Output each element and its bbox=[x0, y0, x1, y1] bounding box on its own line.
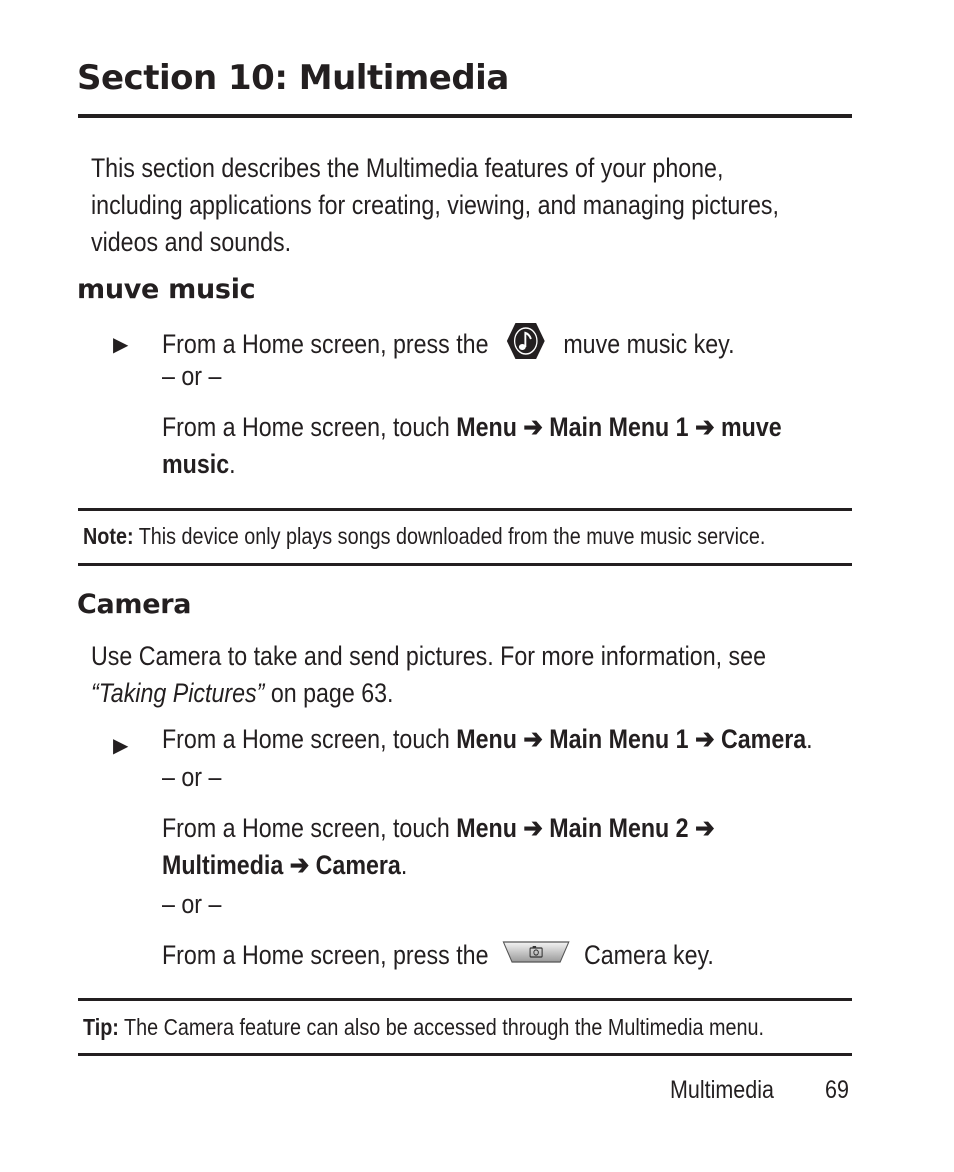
camera-heading: Camera bbox=[77, 589, 192, 620]
note-rule-top bbox=[78, 508, 852, 511]
menu-term: Menu bbox=[456, 813, 517, 843]
arrow-icon: ➔ bbox=[523, 724, 543, 754]
camera-term: Camera bbox=[315, 850, 401, 880]
muve-step-1 bbox=[162, 320, 735, 372]
muve-or: – or – bbox=[162, 361, 222, 391]
muve-step-1-after: muve music key. bbox=[563, 329, 735, 360]
period: . bbox=[229, 449, 236, 479]
arrow-icon: ➔ bbox=[695, 412, 715, 442]
camera-key-icon bbox=[502, 938, 571, 975]
main-menu-2-term: Main Menu 2 bbox=[549, 813, 689, 843]
footer-section: Multimedia bbox=[670, 1076, 774, 1104]
tip-rule-bottom bbox=[78, 1053, 852, 1056]
page-title: Section 10: Multimedia bbox=[77, 58, 509, 98]
tip-text: The Camera feature can also be accessed through the Multimedia menu. bbox=[124, 1014, 764, 1040]
intro-paragraph bbox=[91, 150, 779, 261]
menu-term: Menu bbox=[456, 724, 517, 754]
camera-or-1: – or – bbox=[162, 762, 222, 792]
menu-term: Menu bbox=[456, 412, 517, 442]
note-label: Note: bbox=[83, 523, 134, 549]
tip-rule-top bbox=[78, 998, 852, 1001]
muve-music-heading: muve music bbox=[77, 274, 256, 305]
intro-line-3: videos and sounds. bbox=[91, 227, 292, 257]
arrow-icon: ➔ bbox=[523, 412, 543, 442]
camera-desc-line-1: Use Camera to take and send pictures. For more information, see bbox=[91, 641, 766, 671]
arrow-icon: ➔ bbox=[289, 850, 310, 880]
muve-step-1-text: From a Home screen, press the bbox=[162, 329, 489, 360]
camera-step-3 bbox=[162, 937, 714, 975]
note bbox=[83, 523, 765, 550]
tip bbox=[83, 1014, 764, 1041]
music-note-icon bbox=[500, 320, 552, 372]
camera-step-1-prefix: From a Home screen, touch bbox=[162, 724, 450, 754]
camera-description bbox=[91, 638, 766, 712]
multimedia-term: Multimedia bbox=[162, 850, 284, 880]
period: . bbox=[400, 850, 408, 880]
muve-step-2 bbox=[162, 409, 782, 483]
muve-term: muve bbox=[720, 412, 782, 442]
muve-step-2-prefix: From a Home screen, touch bbox=[162, 412, 450, 442]
title-rule bbox=[78, 114, 852, 118]
camera-step-1 bbox=[162, 721, 813, 758]
note-rule-bottom bbox=[78, 563, 852, 566]
bullet-icon: ▶ bbox=[113, 735, 129, 757]
camera-step-2-prefix: From a Home screen, touch bbox=[162, 813, 450, 843]
camera-or-2: – or – bbox=[162, 889, 222, 919]
arrow-icon: ➔ bbox=[695, 813, 715, 843]
camera-step-3-prefix: From a Home screen, press the bbox=[162, 940, 489, 970]
bullet-icon: ▶ bbox=[113, 334, 129, 356]
camera-desc-line-2: on page 63. bbox=[270, 678, 394, 708]
intro-line-2: including applications for creating, viewing, and managing pictures, bbox=[91, 190, 779, 220]
camera-term: Camera bbox=[720, 724, 807, 754]
taking-pictures-link[interactable]: “Taking Pictures” bbox=[91, 678, 265, 708]
period: . bbox=[806, 724, 813, 754]
note-text: This device only plays songs downloaded from the muve music service. bbox=[138, 523, 766, 549]
camera-step-3-after: Camera key. bbox=[583, 940, 714, 970]
tip-label: Tip: bbox=[83, 1014, 119, 1040]
main-menu-1-term: Main Menu 1 bbox=[549, 412, 689, 442]
camera-step-2 bbox=[162, 810, 715, 884]
page-number: 69 bbox=[825, 1076, 849, 1104]
arrow-icon: ➔ bbox=[523, 813, 543, 843]
music-term: music bbox=[162, 449, 230, 479]
main-menu-1-term: Main Menu 1 bbox=[549, 724, 689, 754]
arrow-icon: ➔ bbox=[695, 724, 715, 754]
intro-line-1: This section describes the Multimedia features of your phone, bbox=[91, 153, 724, 183]
